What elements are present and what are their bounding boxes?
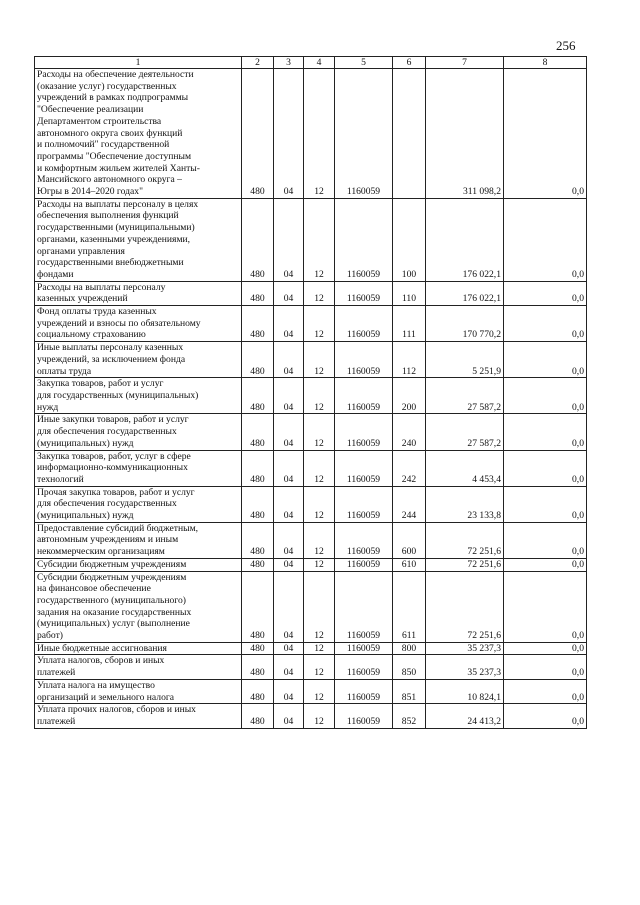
row-expense-type: 610 — [393, 558, 426, 571]
row-expense-type: 110 — [393, 281, 426, 305]
row-admin-code: 480 — [242, 522, 274, 558]
row-subsection: 12 — [304, 342, 335, 378]
table-row — [35, 558, 587, 571]
col-header: 2 — [242, 57, 274, 69]
col-header: 1 — [35, 57, 242, 69]
row-subsection: 12 — [304, 69, 335, 199]
row-amount: 5 251,9 — [426, 342, 504, 378]
col-header: 4 — [304, 57, 335, 69]
row-section: 04 — [274, 571, 304, 642]
row-subsection: 12 — [304, 306, 335, 342]
row-admin-code: 480 — [242, 679, 274, 703]
row-expense-type: 850 — [393, 655, 426, 679]
row-name: Расходы на выплаты персоналу в целях обеспечения выполнения функций государственными (муниципальными) органами, казенными учреждениями, органами управления государственными внебюджетными фондами — [35, 198, 242, 281]
row-amount-2: 0,0 — [504, 306, 587, 342]
page-number: 256 — [556, 38, 576, 53]
table-row — [35, 198, 587, 281]
row-name: Уплата налогов, сборов и иных платежей — [35, 655, 242, 679]
row-target-article: 1160059 — [335, 450, 393, 486]
table-row — [35, 378, 587, 414]
row-name: Расходы на выплаты персоналу казенных учреждений — [35, 281, 242, 305]
row-admin-code: 480 — [242, 306, 274, 342]
row-target-article: 1160059 — [335, 378, 393, 414]
row-subsection: 12 — [304, 414, 335, 450]
row-amount: 170 770,2 — [426, 306, 504, 342]
row-name: Иные бюджетные ассигнования — [35, 642, 242, 655]
row-name: Субсидии бюджетным учреждениям на финансовое обеспечение государственного (муниципального) задания на оказание государственных (муниципальных) услуг (выполнение работ) — [35, 571, 242, 642]
row-admin-code: 480 — [242, 571, 274, 642]
row-subsection: 12 — [304, 642, 335, 655]
table-row — [35, 281, 587, 305]
row-target-article: 1160059 — [335, 69, 393, 199]
col-header: 7 — [426, 57, 504, 69]
table-row — [35, 704, 587, 728]
table-row — [35, 69, 587, 199]
row-target-article: 1160059 — [335, 522, 393, 558]
row-subsection: 12 — [304, 378, 335, 414]
row-amount-2: 0,0 — [504, 281, 587, 305]
row-expense-type: 242 — [393, 450, 426, 486]
row-amount: 72 251,6 — [426, 522, 504, 558]
row-name: Предоставление субсидий бюджетным, автономным учреждениям и иным некоммерческим организациям — [35, 522, 242, 558]
row-admin-code: 480 — [242, 414, 274, 450]
table-header-row — [35, 57, 587, 69]
row-amount: 311 098,2 — [426, 69, 504, 199]
row-admin-code: 480 — [242, 704, 274, 728]
row-name: Субсидии бюджетным учреждениям — [35, 558, 242, 571]
table-row — [35, 571, 587, 642]
row-section: 04 — [274, 558, 304, 571]
row-target-article: 1160059 — [335, 655, 393, 679]
row-subsection: 12 — [304, 450, 335, 486]
row-subsection: 12 — [304, 679, 335, 703]
row-name: Фонд оплаты труда казенных учреждений и взносы по обязательному социальному страхованию — [35, 306, 242, 342]
row-target-article: 1160059 — [335, 281, 393, 305]
row-target-article: 1160059 — [335, 486, 393, 522]
col-header: 3 — [274, 57, 304, 69]
row-admin-code: 480 — [242, 198, 274, 281]
row-section: 04 — [274, 378, 304, 414]
row-amount: 4 453,4 — [426, 450, 504, 486]
row-section: 04 — [274, 655, 304, 679]
row-section: 04 — [274, 342, 304, 378]
row-name: Иные выплаты персоналу казенных учреждений, за исключением фонда оплаты труда — [35, 342, 242, 378]
row-target-article: 1160059 — [335, 679, 393, 703]
row-amount: 27 587,2 — [426, 378, 504, 414]
row-section: 04 — [274, 306, 304, 342]
row-amount: 35 237,3 — [426, 655, 504, 679]
row-section: 04 — [274, 198, 304, 281]
row-admin-code: 480 — [242, 450, 274, 486]
row-amount-2: 0,0 — [504, 642, 587, 655]
row-target-article: 1160059 — [335, 558, 393, 571]
row-expense-type: 244 — [393, 486, 426, 522]
row-subsection: 12 — [304, 655, 335, 679]
row-subsection: 12 — [304, 281, 335, 305]
row-expense-type: 112 — [393, 342, 426, 378]
row-amount: 23 133,8 — [426, 486, 504, 522]
row-expense-type: 852 — [393, 704, 426, 728]
table-row — [35, 522, 587, 558]
col-header: 8 — [504, 57, 587, 69]
row-amount-2: 0,0 — [504, 450, 587, 486]
row-amount-2: 0,0 — [504, 69, 587, 199]
table-row — [35, 486, 587, 522]
row-amount: 27 587,2 — [426, 414, 504, 450]
row-target-article: 1160059 — [335, 642, 393, 655]
row-subsection: 12 — [304, 198, 335, 281]
row-amount: 10 824,1 — [426, 679, 504, 703]
row-amount-2: 0,0 — [504, 342, 587, 378]
row-name: Прочая закупка товаров, работ и услуг для обеспечения государственных (муниципальных) нужд — [35, 486, 242, 522]
table-row — [35, 450, 587, 486]
row-admin-code: 480 — [242, 342, 274, 378]
row-amount-2: 0,0 — [504, 655, 587, 679]
row-amount-2: 0,0 — [504, 571, 587, 642]
row-name: Уплата налога на имущество организаций и земельного налога — [35, 679, 242, 703]
row-expense-type: 851 — [393, 679, 426, 703]
row-section: 04 — [274, 486, 304, 522]
row-section: 04 — [274, 642, 304, 655]
row-name: Расходы на обеспечение деятельности (оказание услуг) государственных учреждений в рамках подпрограммы "Обеспечение реализации Департаментом строительства автономного округа своих функций и полномочий" государственной программы "Обеспечение доступным и комфортным жильем жителей Ханты- Мансийского автономного округа – Югры в 2014–2020 годах" — [35, 69, 242, 199]
row-amount: 72 251,6 — [426, 558, 504, 571]
row-admin-code: 480 — [242, 655, 274, 679]
row-name: Иные закупки товаров, работ и услуг для обеспечения государственных (муниципальных) нужд — [35, 414, 242, 450]
budget-table — [34, 56, 587, 729]
row-admin-code: 480 — [242, 642, 274, 655]
row-name: Закупка товаров, работ и услуг для государственных (муниципальных) нужд — [35, 378, 242, 414]
row-amount: 176 022,1 — [426, 281, 504, 305]
row-amount-2: 0,0 — [504, 679, 587, 703]
row-amount: 72 251,6 — [426, 571, 504, 642]
row-expense-type: 611 — [393, 571, 426, 642]
table-row — [35, 342, 587, 378]
col-header: 6 — [393, 57, 426, 69]
row-target-article: 1160059 — [335, 414, 393, 450]
row-expense-type: 200 — [393, 378, 426, 414]
row-admin-code: 480 — [242, 558, 274, 571]
table-row — [35, 414, 587, 450]
row-subsection: 12 — [304, 486, 335, 522]
row-expense-type: 100 — [393, 198, 426, 281]
row-target-article: 1160059 — [335, 704, 393, 728]
table-row — [35, 679, 587, 703]
row-target-article: 1160059 — [335, 342, 393, 378]
row-amount-2: 0,0 — [504, 414, 587, 450]
row-expense-type: 240 — [393, 414, 426, 450]
row-name: Закупка товаров, работ, услуг в сфере информационно-коммуникационных технологий — [35, 450, 242, 486]
row-section: 04 — [274, 679, 304, 703]
row-admin-code: 480 — [242, 486, 274, 522]
row-name: Уплата прочих налогов, сборов и иных платежей — [35, 704, 242, 728]
row-amount-2: 0,0 — [504, 198, 587, 281]
row-admin-code: 480 — [242, 378, 274, 414]
table-row — [35, 655, 587, 679]
row-amount-2: 0,0 — [504, 486, 587, 522]
row-section: 04 — [274, 522, 304, 558]
row-subsection: 12 — [304, 558, 335, 571]
row-section: 04 — [274, 69, 304, 199]
row-admin-code: 480 — [242, 69, 274, 199]
row-expense-type: 600 — [393, 522, 426, 558]
row-expense-type — [393, 69, 426, 199]
row-amount: 35 237,3 — [426, 642, 504, 655]
row-subsection: 12 — [304, 522, 335, 558]
table-row — [35, 642, 587, 655]
row-amount-2: 0,0 — [504, 704, 587, 728]
row-section: 04 — [274, 450, 304, 486]
row-amount: 24 413,2 — [426, 704, 504, 728]
row-subsection: 12 — [304, 704, 335, 728]
row-section: 04 — [274, 414, 304, 450]
row-subsection: 12 — [304, 571, 335, 642]
row-target-article: 1160059 — [335, 306, 393, 342]
row-section: 04 — [274, 281, 304, 305]
row-amount: 176 022,1 — [426, 198, 504, 281]
table-row — [35, 306, 587, 342]
row-target-article: 1160059 — [335, 198, 393, 281]
row-target-article: 1160059 — [335, 571, 393, 642]
row-expense-type: 111 — [393, 306, 426, 342]
row-expense-type: 800 — [393, 642, 426, 655]
row-amount-2: 0,0 — [504, 378, 587, 414]
row-amount-2: 0,0 — [504, 522, 587, 558]
row-admin-code: 480 — [242, 281, 274, 305]
row-amount-2: 0,0 — [504, 558, 587, 571]
row-section: 04 — [274, 704, 304, 728]
col-header: 5 — [335, 57, 393, 69]
